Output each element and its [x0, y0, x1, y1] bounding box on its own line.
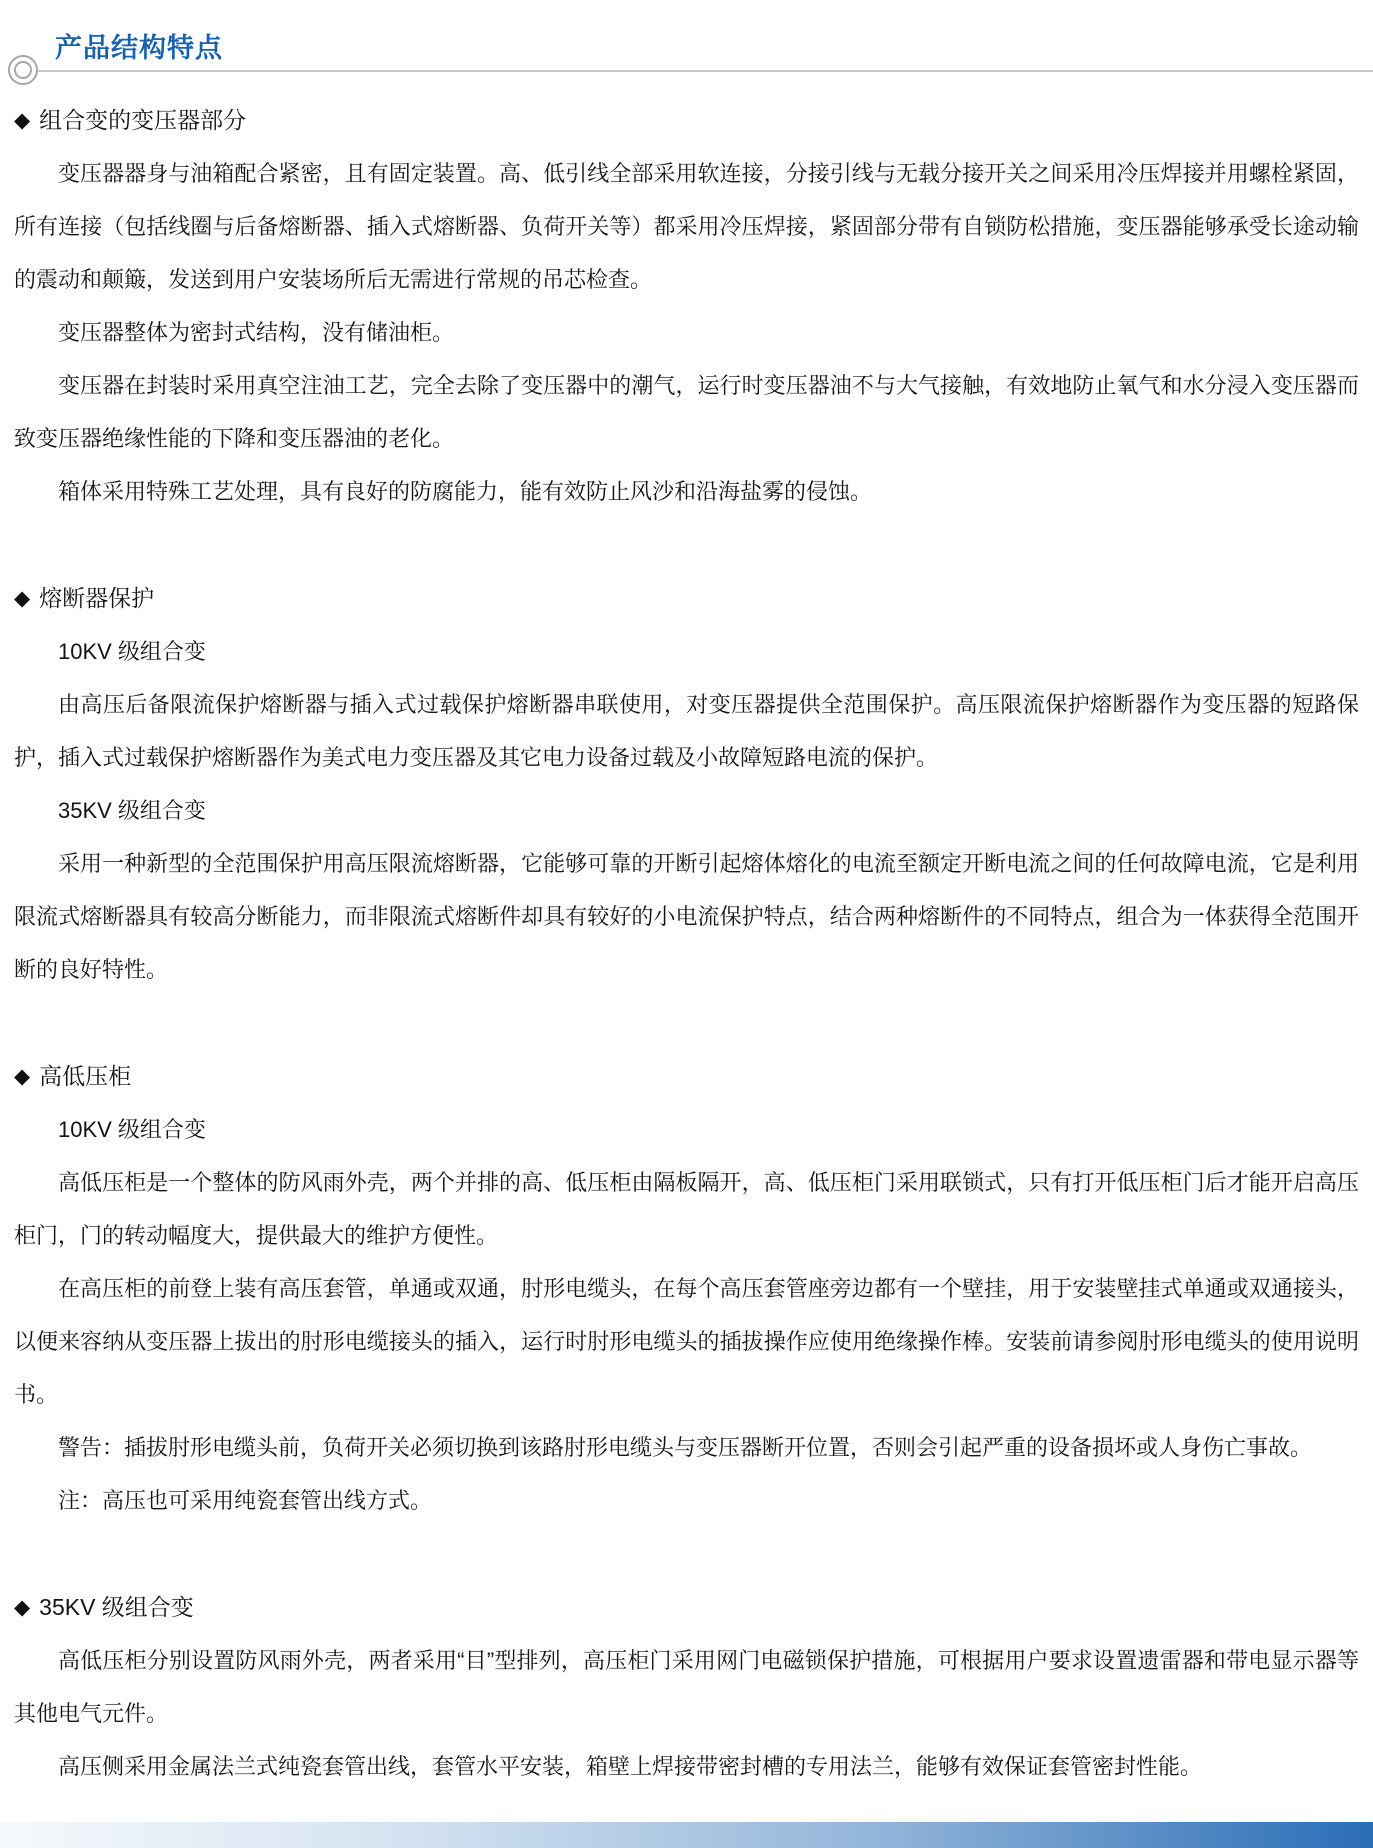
paragraph: 由高压后备限流保护熔断器与插入式过载保护熔断器串联使用，对变压器提供全范围保护。高压限流保护熔断器作为变压器的短路保护，插入式过载保护熔断器作为美式电力变压器及其它电力设备过载及小故障短路电流的保护。 [14, 692, 1359, 770]
paragraph: 采用一种新型的全范围保护用高压限流熔断器，它能够可靠的开断引起熔体熔化的电流至额定开断电流之间的任何故障电流，它是利用限流式熔断器具有较高分断能力，而非限流式熔断件却具有较好的小电流保护特点，结合两种熔断件的不同特点，组合为一体获得全范围开断的良好特性。 [14, 851, 1359, 982]
diamond-bullet-icon: ◆ [14, 1596, 31, 1619]
ring-icon [8, 55, 38, 85]
header-rule [20, 70, 1373, 72]
subsection-title: 35KV 级组合变 [58, 798, 206, 823]
paragraph: 警告：插拔肘形电缆头前，负荷开关必须切换到该路肘形电缆头与变压器断开位置，否则会引起严重的设备损坏或人身伤亡事故。 [58, 1435, 1313, 1460]
paragraph: 变压器在封装时采用真空注油工艺，完全去除了变压器中的潮气，运行时变压器油不与大气接触，有效地防止氧气和水分浸入变压器而致变压器绝缘性能的下降和变压器油的老化。 [14, 373, 1359, 451]
diamond-bullet-icon: ◆ [14, 1065, 31, 1088]
diamond-bullet-icon: ◆ [14, 109, 31, 132]
paragraph: 在高压柜的前登上装有高压套管，单通或双通，肘形电缆头，在每个高压套管座旁边都有一个壁挂，用于安装壁挂式单通或双通接头，以便来容纳从变压器上拔出的肘形电缆接头的插入，运行时肘形电缆头的插拔操作应使用绝缘操作棒。安装前请参阅肘形电缆头的使用说明书。 [14, 1276, 1359, 1407]
diamond-bullet-icon: ◆ [14, 587, 31, 610]
paragraph: 注：高压也可采用纯瓷套管出线方式。 [58, 1488, 433, 1513]
page-title: 产品结构特点 [55, 33, 223, 63]
section [14, 1050, 1359, 1527]
section-heading-text: 熔断器保护 [39, 585, 155, 611]
footer-gradient-bar [0, 1822, 1373, 1848]
page-header [0, 0, 1373, 88]
section-heading [14, 572, 1359, 625]
paragraph: 高低压柜是一个整体的防风雨外壳，两个并排的高、低压柜由隔板隔开，高、低压柜门采用联锁式，只有打开低压柜门后才能开启高压柜门，门的转动幅度大，提供最大的维护方便性。 [14, 1170, 1359, 1248]
section [14, 94, 1359, 518]
paragraph: 变压器整体为密封式结构，没有储油柜。 [58, 320, 455, 345]
section-heading [14, 1581, 1359, 1634]
section [14, 1581, 1359, 1793]
paragraph: 箱体采用特殊工艺处理，具有良好的防腐能力，能有效防止风沙和沿海盐雾的侵蚀。 [58, 479, 873, 504]
paragraph: 高低压柜分别设置防风雨外壳，两者采用“目”型排列，高压柜门采用网门电磁锁保护措施，可根据用户要求设置遗雷器和带电显示器等其他电气元件。 [14, 1648, 1359, 1726]
paragraph: 变压器器身与油箱配合紧密，且有固定装置。高、低引线全部采用软连接，分接引线与无载分接开关之间采用冷压焊接并用螺栓紧固，所有连接（包括线圈与后备熔断器、插入式熔断器、负荷开关等）都采用冷压焊接，紧固部分带有自锁防松措施，变压器能够承受长途动输的震动和颠簸，发送到用户安装场所后无需进行常规的吊芯检查。 [14, 161, 1359, 292]
section [14, 572, 1359, 996]
subsection-title: 10KV 级组合变 [58, 1117, 206, 1142]
ring-inner-circle [14, 61, 32, 79]
paragraph: 高压侧采用金属法兰式纯瓷套管出线，套管水平安装，箱壁上焊接带密封槽的专用法兰，能够有效保证套管密封性能。 [58, 1754, 1203, 1779]
section-heading-text: 高低压柜 [39, 1063, 132, 1089]
subsection-title: 10KV 级组合变 [58, 639, 206, 664]
section-heading-text: 组合变的变压器部分 [39, 107, 247, 133]
document-body [0, 94, 1373, 1793]
section-heading-text: 35KV 级组合变 [39, 1594, 194, 1620]
section-heading [14, 94, 1359, 147]
section-heading [14, 1050, 1359, 1103]
